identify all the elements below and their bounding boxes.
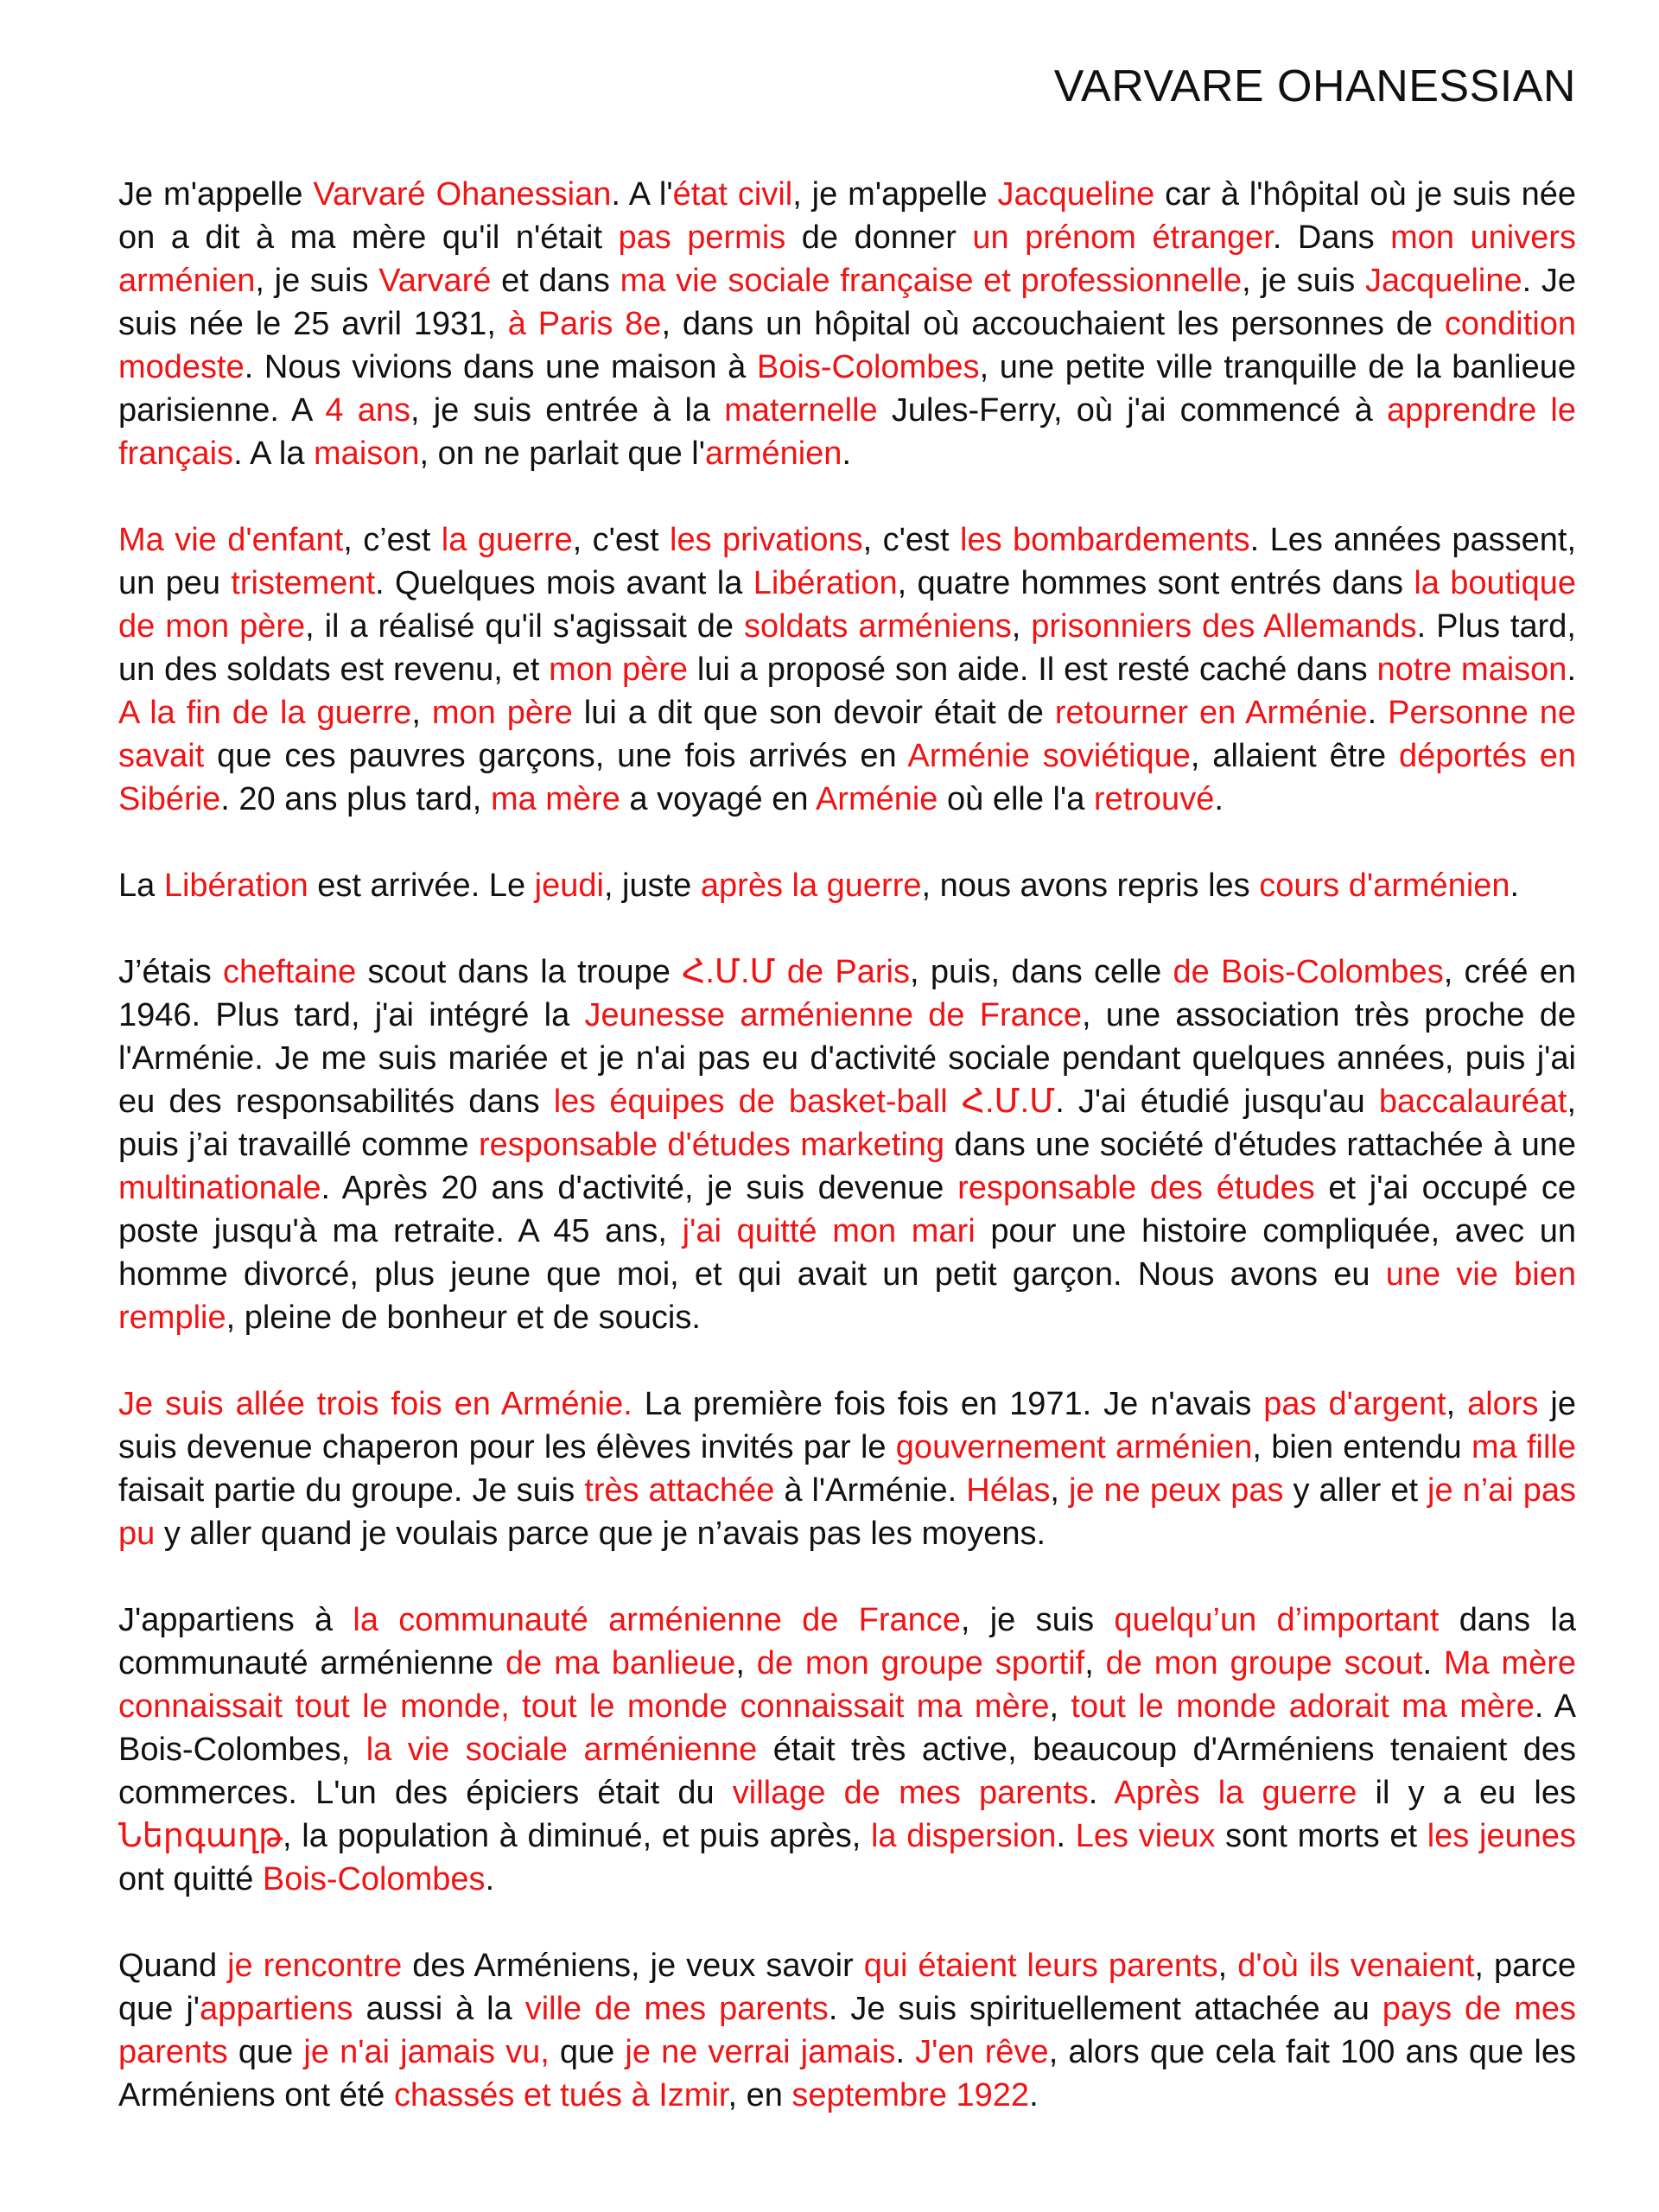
text-segment: faisait partie du groupe. Je suis: [118, 1472, 585, 1509]
text-segment: Quand: [118, 1948, 228, 1984]
highlighted-phrase: la dispersion: [870, 1818, 1057, 1854]
text-segment: , c'est: [862, 522, 960, 558]
highlighted-phrase: A la fin de la guerre: [118, 695, 412, 731]
highlighted-phrase: mon père: [431, 695, 573, 731]
text-segment: , juste: [603, 868, 701, 904]
highlighted-phrase: Jacqueline: [1364, 263, 1522, 299]
highlighted-phrase: Après la guerre: [1114, 1775, 1357, 1811]
highlighted-phrase: pays de mes parents: [118, 1991, 1577, 2070]
text-segment: , une petite ville tranquille de la banlieue parisienne. A: [118, 349, 1576, 429]
text-segment: y aller et: [1283, 1472, 1428, 1509]
highlighted-phrase: une vie bien remplie: [118, 1256, 1576, 1336]
text-segment: Je m'appelle: [118, 176, 314, 213]
text-segment: .: [1214, 781, 1224, 817]
highlighted-phrase: la vie sociale arménienne: [365, 1732, 758, 1768]
highlighted-phrase: retrouvé: [1093, 781, 1215, 817]
paragraph-5: [118, 1382, 1576, 1555]
text-segment: de donner: [785, 219, 973, 256]
text-segment: , pleine de bonheur et de soucis.: [226, 1300, 701, 1336]
highlighted-phrase: J'en rêve: [915, 2034, 1049, 2070]
highlighted-phrase: Libération: [163, 868, 308, 904]
highlighted-phrase: retourner en Arménie: [1054, 695, 1368, 731]
text-segment: sont morts et: [1215, 1818, 1427, 1854]
highlighted-phrase: pas permis: [618, 219, 786, 256]
text-segment: ont quitté: [118, 1861, 263, 1897]
highlighted-phrase: 4 ans: [325, 392, 410, 429]
text-segment: .: [895, 2034, 916, 2070]
highlighted-phrase: gouvernement arménien: [895, 1429, 1253, 1465]
highlighted-phrase: Bois-Colombes: [756, 349, 980, 385]
highlighted-phrase: la communauté arménienne de France: [353, 1602, 961, 1638]
highlighted-phrase: très attachée: [584, 1472, 775, 1509]
document-body: [118, 173, 1576, 2117]
text-segment: . J'ai étudié jusqu'au: [1055, 1084, 1379, 1120]
highlighted-phrase: Ներգաղթ: [118, 1818, 283, 1854]
highlighted-phrase: soldats arméniens: [743, 608, 1012, 645]
paragraph-7: [118, 1944, 1576, 2117]
text-segment: La première fois fois en 1971. Je n'avais: [632, 1386, 1264, 1422]
paragraph-1: [118, 173, 1576, 475]
highlighted-phrase: alors: [1467, 1386, 1539, 1422]
text-segment: , allaient être: [1190, 738, 1399, 774]
text-segment: , je suis: [1242, 263, 1365, 299]
text-segment: J’étais: [118, 954, 223, 990]
text-segment: . A Bois-Colombes,: [118, 1688, 1576, 1768]
text-segment: .: [1567, 652, 1576, 688]
text-segment: .: [1088, 1775, 1115, 1811]
highlighted-phrase: d'où ils venaient: [1237, 1948, 1475, 1984]
text-segment: . 20 ans plus tard,: [220, 781, 491, 817]
highlighted-phrase: Bois-Colombes: [262, 1861, 486, 1897]
highlighted-phrase: chassés et tués à Izmir: [393, 2077, 728, 2113]
highlighted-phrase: ma mère: [490, 781, 620, 817]
text-segment: , je suis: [255, 263, 379, 299]
text-segment: .: [842, 435, 851, 472]
highlighted-phrase: maternelle: [724, 392, 878, 429]
highlighted-phrase: mon univers arménien: [118, 219, 1576, 299]
highlighted-phrase: quelqu’un d’important: [1114, 1602, 1440, 1638]
text-segment: il y a eu les: [1357, 1775, 1576, 1811]
text-segment: Jules-Ferry, où j'ai commencé à: [877, 392, 1387, 429]
highlighted-phrase: la guerre: [441, 522, 573, 558]
text-segment: où elle l'a: [938, 781, 1094, 817]
highlighted-phrase: multinationale: [118, 1170, 321, 1206]
text-segment: y aller quand je voulais parce que je n’avais pas les moyens.: [155, 1516, 1046, 1552]
paragraph-6: [118, 1599, 1576, 1901]
text-segment: . Nous vivions dans une maison à: [244, 349, 757, 385]
highlighted-phrase: Ma mère connaissait tout le monde, tout le monde connaissait ma mère: [118, 1645, 1577, 1725]
highlighted-phrase: les privations: [670, 522, 863, 558]
text-segment: à l'Arménie.: [774, 1472, 967, 1509]
highlighted-phrase: appartiens: [200, 1991, 353, 2027]
highlighted-phrase: cheftaine: [222, 954, 357, 990]
text-segment: que: [549, 2034, 626, 2070]
text-segment: je suis devenue chaperon pour les élèves invités par le: [118, 1386, 1576, 1465]
highlighted-phrase: Varvaré: [378, 263, 492, 299]
text-segment: lui a proposé son aide. Il est resté caché dans: [688, 652, 1377, 688]
text-segment: , en: [728, 2077, 792, 2113]
highlighted-phrase: les jeunes: [1427, 1818, 1576, 1854]
highlighted-phrase: responsable d'études marketing: [479, 1127, 945, 1163]
highlighted-phrase: mon père: [549, 652, 688, 688]
text-segment: . A la: [233, 435, 315, 472]
highlighted-phrase: les bombardements: [960, 522, 1250, 558]
highlighted-phrase: arménien: [705, 435, 842, 472]
text-segment: , alors que cela fait 100 ans que les Arméniens ont été: [118, 2034, 1576, 2113]
text-segment: . Quelques mois avant la: [375, 565, 753, 601]
text-segment: .: [1367, 695, 1389, 731]
highlighted-phrase: ma fille: [1471, 1429, 1576, 1465]
highlighted-phrase: après la guerre: [700, 868, 922, 904]
highlighted-phrase: Libération: [753, 565, 898, 601]
text-segment: , je m'appelle: [792, 176, 998, 213]
highlighted-phrase: responsable des études: [957, 1170, 1315, 1206]
text-segment: ,: [411, 695, 432, 731]
highlighted-phrase: Arménie: [815, 781, 938, 817]
text-segment: que ces pauvres garçons, une fois arrivés en: [204, 738, 908, 774]
highlighted-phrase: condition modeste: [118, 306, 1577, 385]
text-segment: , dans un hôpital où accouchaient les personnes de: [661, 306, 1445, 342]
text-segment: ,: [1049, 1688, 1071, 1725]
highlighted-phrase: un prénom étranger: [972, 219, 1273, 256]
highlighted-phrase: Je suis allée trois fois en Arménie.: [118, 1386, 632, 1422]
highlighted-phrase: Jacqueline: [997, 176, 1155, 213]
text-segment: , je suis: [960, 1602, 1115, 1638]
text-segment: ,: [735, 1645, 757, 1681]
highlighted-phrase: prisonniers des Allemands: [1031, 608, 1417, 645]
text-segment: , c'est: [572, 522, 670, 558]
highlighted-phrase: de mon groupe sportif: [756, 1645, 1085, 1681]
text-segment: que: [227, 2034, 304, 2070]
text-segment: dans la communauté arménienne: [118, 1602, 1577, 1681]
highlighted-phrase: qui étaient leurs parents: [863, 1948, 1218, 1984]
text-segment: . Après 20 ans d'activité, je suis devenue: [321, 1170, 958, 1206]
text-segment: ,: [1050, 1472, 1069, 1509]
text-segment: , je suis entrée à la: [410, 392, 725, 429]
highlighted-phrase: je ne verrai jamais: [625, 2034, 896, 2070]
text-segment: ,: [1084, 1645, 1106, 1681]
highlighted-phrase: je n’ai pas pu: [118, 1472, 1577, 1552]
highlighted-phrase: ma vie sociale française et professionnelle: [620, 263, 1243, 299]
text-segment: , puis, dans celle: [910, 954, 1173, 990]
text-segment: a voyagé en: [620, 781, 816, 817]
highlighted-phrase: tout le monde adorait ma mère: [1071, 1688, 1535, 1725]
text-segment: et j'ai occupé ce poste jusqu'à ma retraite. A 45 ans,: [118, 1170, 1576, 1249]
text-segment: . A l': [611, 176, 673, 213]
text-segment: , la population à diminué, et puis après,: [283, 1818, 871, 1854]
text-segment: , on ne parlait que l': [419, 435, 706, 472]
highlighted-phrase: apprendre le français: [118, 392, 1576, 472]
text-segment: , parce que j': [118, 1948, 1577, 2027]
highlighted-phrase: Ma vie d'enfant: [118, 522, 344, 558]
text-segment: . Je suis née le 25 avril 1931,: [118, 263, 1577, 342]
highlighted-phrase: septembre 1922: [791, 2077, 1030, 2113]
text-segment: . Les années passent, un peu: [118, 522, 1577, 601]
text-segment: .: [485, 1861, 495, 1897]
text-segment: car à l'hôpital où je suis née on a dit à ma mère qu'il n'était: [118, 176, 1576, 256]
text-segment: .: [1422, 1645, 1444, 1681]
highlighted-phrase: déportés en Sibérie: [118, 738, 1576, 817]
highlighted-phrase: je ne peux pas: [1068, 1472, 1284, 1509]
text-segment: . Je suis spirituellement attachée au: [828, 1991, 1382, 2027]
text-segment: ,: [1011, 608, 1032, 645]
text-segment: lui a dit que son devoir était de: [572, 695, 1055, 731]
highlighted-phrase: la boutique de mon père: [118, 565, 1577, 645]
text-segment: , bien entendu: [1252, 1429, 1471, 1465]
highlighted-phrase: je n'ai jamais vu,: [303, 2034, 550, 2070]
highlighted-phrase: Personne ne savait: [118, 695, 1576, 774]
text-segment: dans une société d'études rattachée à une: [944, 1127, 1577, 1163]
text-segment: La: [118, 868, 164, 904]
highlighted-phrase: tristement: [231, 565, 376, 601]
text-segment: . Dans: [1272, 219, 1391, 256]
highlighted-phrase: de ma banlieue: [505, 1645, 736, 1681]
text-segment: , une association très proche de l'Arménie. Je me suis mariée et je n'ai pas eu d'activité sociale pendant quelques années, puis j'ai eu des responsabilités dans: [118, 997, 1576, 1120]
paragraph-3: [118, 864, 1576, 907]
highlighted-phrase: notre maison: [1376, 652, 1567, 688]
highlighted-phrase: pas d'argent: [1263, 1386, 1446, 1422]
text-segment: scout dans la troupe: [356, 954, 683, 990]
text-segment: pour une histoire compliquée, avec un homme divorcé, plus jeune que moi, et qui avait un petit garçon. Nous avons eu: [118, 1213, 1576, 1293]
highlighted-phrase: Varvaré Ohanessian: [313, 176, 612, 213]
text-segment: , puis j’ai travaillé comme: [118, 1084, 1576, 1163]
highlighted-phrase: à Paris 8e: [507, 306, 662, 342]
text-segment: était très active, beaucoup d'Arméniens tenaient des commerces. L'un des épiciers était du: [118, 1732, 1576, 1811]
text-segment: ,: [1217, 1948, 1238, 1984]
highlighted-phrase: ville de mes parents: [524, 1991, 829, 2027]
highlighted-phrase: les équipes de basket-ball Հ.Մ.Մ: [553, 1084, 1056, 1120]
highlighted-phrase: village de mes parents: [732, 1775, 1089, 1811]
highlighted-phrase: maison: [314, 435, 420, 472]
highlighted-phrase: Hélas: [966, 1472, 1051, 1509]
text-segment: , c’est: [343, 522, 442, 558]
text-segment: ,: [1446, 1386, 1468, 1422]
text-segment: , il a réalisé qu'il s'agissait de: [305, 608, 744, 645]
highlighted-phrase: état civil: [672, 176, 793, 213]
text-segment: aussi à la: [353, 1991, 525, 2027]
text-segment: . Plus tard, un des soldats est revenu, et: [118, 608, 1576, 688]
highlighted-phrase: jeudi: [534, 868, 604, 904]
highlighted-phrase: Les vieux: [1075, 1818, 1216, 1854]
text-segment: J'appartiens à: [118, 1602, 353, 1638]
paragraph-4: [118, 950, 1576, 1339]
highlighted-phrase: de mon groupe scout: [1105, 1645, 1423, 1681]
text-segment: est arrivée. Le: [308, 868, 535, 904]
highlighted-phrase: de Bois-Colombes: [1173, 954, 1444, 990]
paragraph-2: [118, 518, 1576, 821]
text-segment: et dans: [491, 263, 620, 299]
text-segment: , créé en 1946. Plus tard, j'ai intégré la: [118, 954, 1576, 1033]
text-segment: , nous avons repris les: [921, 868, 1260, 904]
highlighted-phrase: je rencontre: [227, 1948, 403, 1984]
highlighted-phrase: Arménie soviétique: [907, 738, 1191, 774]
document-title: VARVARE OHANESSIAN: [1053, 61, 1576, 111]
text-segment: , quatre hommes sont entrés dans: [897, 565, 1414, 601]
text-segment: .: [1056, 1818, 1076, 1854]
highlighted-phrase: j'ai quitté mon mari: [682, 1213, 976, 1249]
text-segment: .: [1510, 868, 1520, 904]
highlighted-phrase: cours d'arménien: [1259, 868, 1510, 904]
text-segment: .: [1029, 2077, 1039, 2113]
text-segment: des Arméniens, je veux savoir: [402, 1948, 864, 1984]
highlighted-phrase: baccalauréat: [1378, 1084, 1567, 1120]
highlighted-phrase: Հ.Մ.Մ de Paris: [682, 954, 911, 990]
highlighted-phrase: Jeunesse arménienne de France: [584, 997, 1082, 1033]
